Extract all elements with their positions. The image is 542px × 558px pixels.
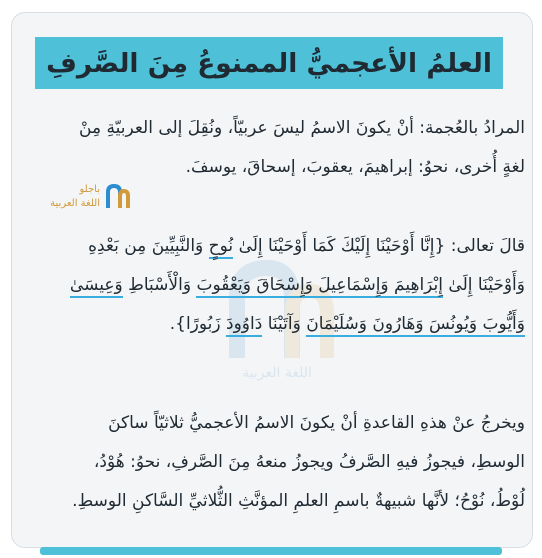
- exception-line-3: لُوْطُ، نُوْحُ؛ لأنَّها شبيهةٌ باسمِ العلمِ المؤنَّثِ الثُّلاثيِّ السَّاكنِ الوسطِ.: [72, 491, 525, 511]
- title-banner: [35, 37, 503, 89]
- verse-text: زَبُورًا}.: [169, 314, 227, 334]
- exception-paragraph: [20, 404, 525, 521]
- verse-text: قالَ تعالى: {إِنَّا أَوْحَيْنَا إِلَيْكَ كَمَا أَوْحَيْنَا إِلَىٰ: [233, 236, 525, 256]
- logo-text-secondary: اللغة العربية: [50, 198, 100, 209]
- verse-line-2: [20, 266, 525, 305]
- verse-text: وَالنَّبِيِّينَ مِن بَعْدِهِ: [88, 236, 209, 256]
- verse-name-dawud: دَاوُودَ: [226, 314, 262, 337]
- verse-names-underlined: وَأَيُّوبَ وَيُونُسَ وَهَارُونَ وَسُلَيْمَانَ: [306, 314, 525, 337]
- lesson-panel: [11, 12, 533, 548]
- verse-line-1: [20, 227, 525, 266]
- watermark-text: اللغة العربية: [242, 365, 312, 381]
- definition-line-1: المرادُ بالعُجمة: أنْ يكونَ الاسمُ ليسَ عربيّاً، ونُقِلَ إلى العربيّةِ مِنْ: [79, 118, 525, 138]
- verse-text: وَأَوْحَيْنَا إِلَىٰ: [443, 275, 525, 295]
- verse-text: وَالْأَسْبَاطِ: [122, 275, 197, 295]
- exception-line-2: الوسطِ، فيجوزُ فيهِ الصَّرفُ ويجوزُ منعهُ مِنَ الصَّرفِ، نحوُ: هُوْدُ،: [93, 452, 525, 472]
- logo-text-primary: باجلو: [79, 184, 100, 195]
- brand-logo: [20, 178, 132, 218]
- bottom-accent-bar: [40, 547, 502, 555]
- definition-line-2: لغةٍ أُخرى، نحوُ: إبراهيمَ، يعقوبَ، إسحاقَ، يوسفَ.: [185, 157, 525, 177]
- quran-verse: [20, 227, 525, 344]
- page-title: العلمُ الأعجميُّ الممنوعُ مِنَ الصَّرفِ: [46, 47, 492, 79]
- verse-line-3: [20, 305, 525, 344]
- verse-names-underlined: إِبْرَاهِيمَ وَإِسْمَاعِيلَ وَإِسْحَاقَ وَيَعْقُوبَ: [196, 275, 443, 298]
- verse-text: وَآتَيْنَا: [262, 314, 307, 334]
- exception-line-1: ويخرجُ عنْ هذهِ القاعدةِ أنْ يكونَ الاسمُ الأعجميُّ ثلاثيّاً ساكنَ: [108, 413, 525, 433]
- logo-icon: [104, 182, 130, 212]
- verse-name-noah: نُوحٍ: [209, 236, 234, 259]
- verse-name-isa: وَعِيسَىٰ: [70, 275, 123, 298]
- definition-paragraph: [20, 109, 525, 187]
